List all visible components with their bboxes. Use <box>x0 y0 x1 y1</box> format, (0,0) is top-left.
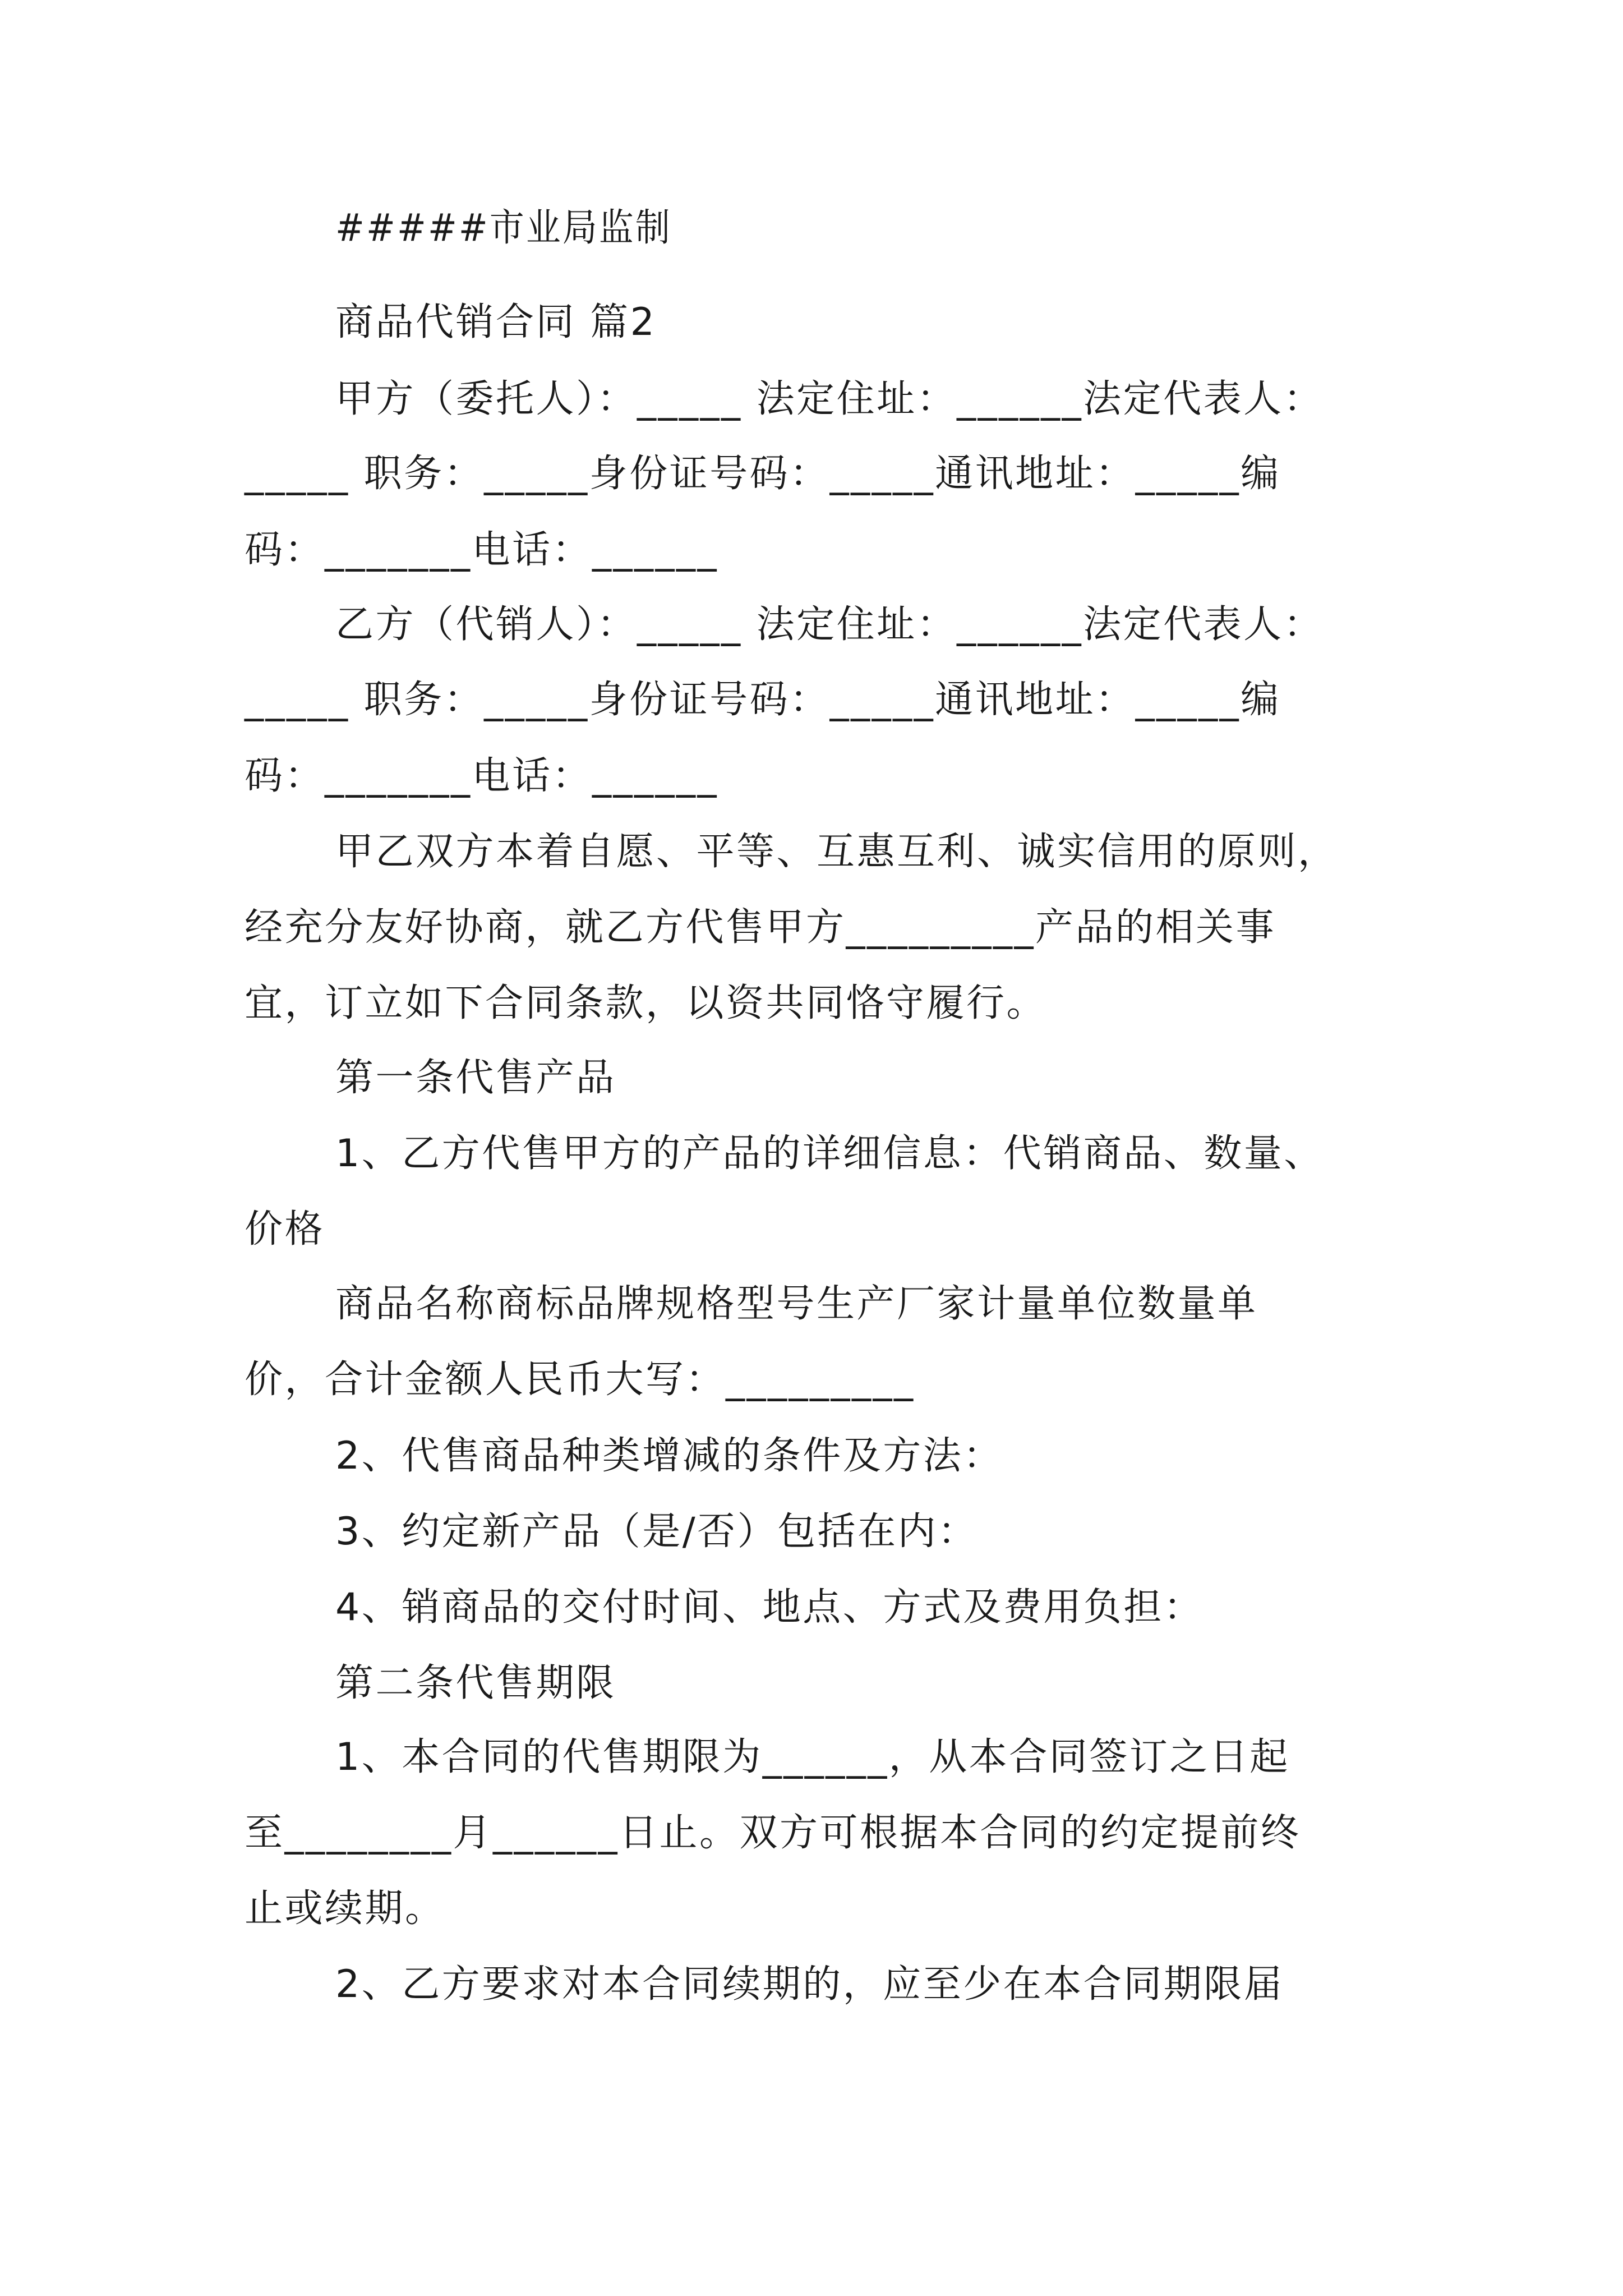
article-2-heading: 第二条代售期限 <box>335 1661 616 1705</box>
contract-title: 商品代销合同 篇2 <box>335 300 657 344</box>
party-a-line-2: _____ 职务：_____身份证号码：_____通讯地址：_____编 <box>245 452 1281 496</box>
article-2-item-2-line-1: 2、乙方要求对本合同续期的，应至少在本合同期限届 <box>335 1962 1284 2007</box>
product-fields-line-2: 价，合计金额人民币大写：_________ <box>245 1358 915 1402</box>
preamble-line-2: 经充分友好协商，就乙方代售甲方_________产品的相关事 <box>245 905 1276 950</box>
preamble-line-1: 甲乙双方本着自愿、平等、互惠互利、诚实信用的原则， <box>335 830 1338 874</box>
article-1-item-1-line-2: 价格 <box>245 1207 325 1251</box>
article-1-item-4: 4、销商品的交付时间、地点、方式及费用负担： <box>335 1585 1204 1630</box>
product-fields-line-1: 商品名称商标品牌规格型号生产厂家计量单位数量单 <box>335 1282 1258 1326</box>
article-2-item-1-line-1: 1、本合同的代售期限为______，从本合同签订之日起 <box>335 1735 1290 1779</box>
article-2-item-1-line-2: 至________月______日止。双方可根据本合同的约定提前终 <box>245 1811 1301 1855</box>
party-a-line-3: 码：_______电话：______ <box>245 528 719 572</box>
article-1-heading: 第一条代售产品 <box>335 1056 616 1100</box>
article-1-item-2: 2、代售商品种类增减的条件及方法： <box>335 1434 1003 1478</box>
preamble-line-3: 宜，订立如下合同条款，以资共同恪守履行。 <box>245 981 1047 1025</box>
party-a-line-1: 甲方（委托人）：_____ 法定住址：______法定代表人： <box>335 377 1324 421</box>
issuer-line: #####市业局监制 <box>335 206 672 250</box>
article-2-item-1-line-3: 止或续期。 <box>245 1887 445 1931</box>
article-1-item-1-line-1: 1、乙方代售甲方的产品的详细信息：代销商品、数量、 <box>335 1131 1324 1176</box>
article-1-item-3: 3、约定新产品（是/否）包括在内： <box>335 1510 978 1554</box>
party-b-line-1: 乙方（代销人）：_____ 法定住址：______法定代表人： <box>335 602 1324 647</box>
party-b-line-3: 码：_______电话：______ <box>245 754 719 798</box>
party-b-line-2: _____ 职务：_____身份证号码：_____通讯地址：_____编 <box>245 678 1281 722</box>
